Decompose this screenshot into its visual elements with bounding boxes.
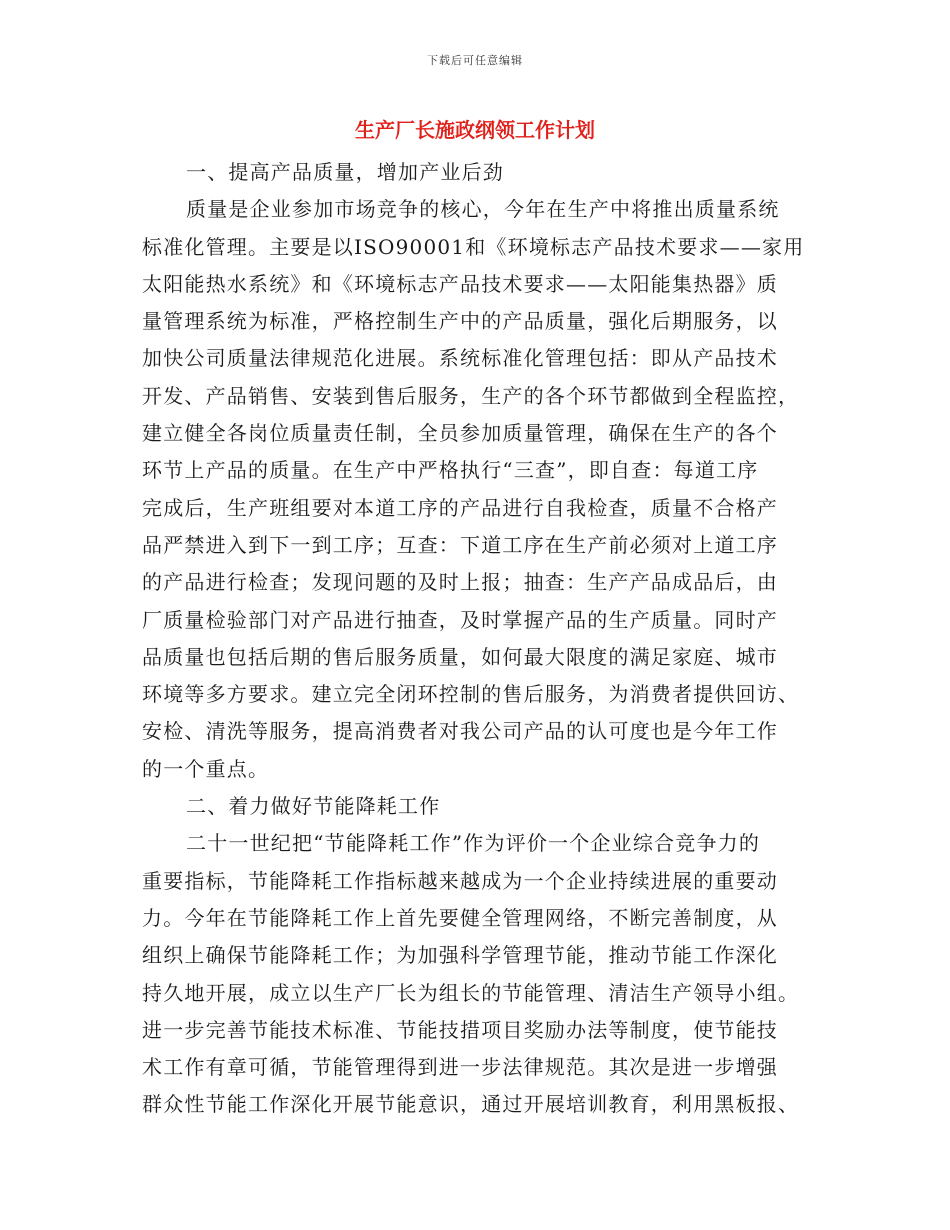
text-line: 建立健全各岗位质量责任制，全员参加质量管理，确保在生产的各个 bbox=[142, 421, 778, 446]
document-body bbox=[142, 154, 805, 1124]
text-line: 品严禁进入到下一到工序；互查：下道工序在生产前必须对上道工序 bbox=[142, 532, 778, 557]
text-line: 品质量也包括后期的售后服务质量，如何最大限度的满足家庭、城市 bbox=[142, 644, 778, 669]
text-line: 的产品进行检查；发现问题的及时上报；抽查：生产产品成品后，由 bbox=[142, 570, 778, 595]
text-line: 二十一世纪把“节能降耗工作”作为评价一个企业综合竞争力的 bbox=[186, 831, 761, 856]
text-line: 的一个重点。 bbox=[142, 756, 270, 781]
text-line: 组织上确保节能降耗工作；为加强科学管理节能，推动节能工作深化 bbox=[142, 943, 778, 968]
text-line: 加快公司质量法律规范化进展。系统标准化管理包括：即从产品技术 bbox=[142, 346, 778, 371]
text-line: 持久地开展，成立以生产厂长为组长的节能管理、清洁生产领导小组。 bbox=[142, 980, 800, 1005]
text-line: 环节上产品的质量。在生产中严格执行“三查”，即自查：每道工序 bbox=[142, 458, 759, 483]
text-line: 完成后，生产班组要对本道工序的产品进行自我检查，质量不合格产 bbox=[142, 495, 778, 520]
text-line: 进一步完善节能技术标准、节能技措项目奖励办法等制度，使节能技 bbox=[142, 1017, 778, 1042]
text-line: 重要指标，节能降耗工作指标越来越成为一个企业持续进展的重要动 bbox=[142, 868, 778, 893]
text-line: 标准化管理。主要是以ISO90001和《环境标志产品技术要求——家用 bbox=[142, 234, 805, 259]
text-line: 群众性节能工作深化开展节能意识，通过开展培训教育，利用黑板报、 bbox=[142, 1092, 800, 1117]
text-line: 环境等多方要求。建立完全闭环控制的售后服务，为消费者提供回访、 bbox=[142, 682, 800, 707]
text-line: 太阳能热水系统》和《环境标志产品技术要求——太阳能集热器》质 bbox=[142, 271, 778, 296]
text-line: 力。今年在节能降耗工作上首先要健全管理网络，不断完善制度，从 bbox=[142, 905, 778, 930]
text-line: 厂质量检验部门对产品进行抽查，及时掌握产品的生产质量。同时产 bbox=[142, 607, 778, 632]
header-note: 下载后可任意编辑 bbox=[427, 54, 523, 67]
text-line: 质量是企业参加市场竞争的核心，今年在生产中将推出质量系统 bbox=[186, 197, 780, 222]
text-line: 一、提高产品质量，增加产业后劲 bbox=[186, 160, 504, 184]
text-line: 开发、产品销售、安装到售后服务，生产的各个环节都做到全程监控， bbox=[142, 383, 800, 408]
text-line: 二、着力做好节能降耗工作 bbox=[186, 794, 441, 819]
text-line: 术工作有章可循，节能管理得到进一步法律规范。其次是进一步增强 bbox=[142, 1055, 778, 1080]
text-line: 量管理系统为标准，严格控制生产中的产品质量，强化后期服务，以 bbox=[142, 309, 778, 334]
text-line: 安检、清洗等服务，提高消费者对我公司产品的认可度也是今年工作 bbox=[142, 719, 778, 744]
document-title: 生产厂长施政纲领工作计划 bbox=[355, 118, 595, 142]
